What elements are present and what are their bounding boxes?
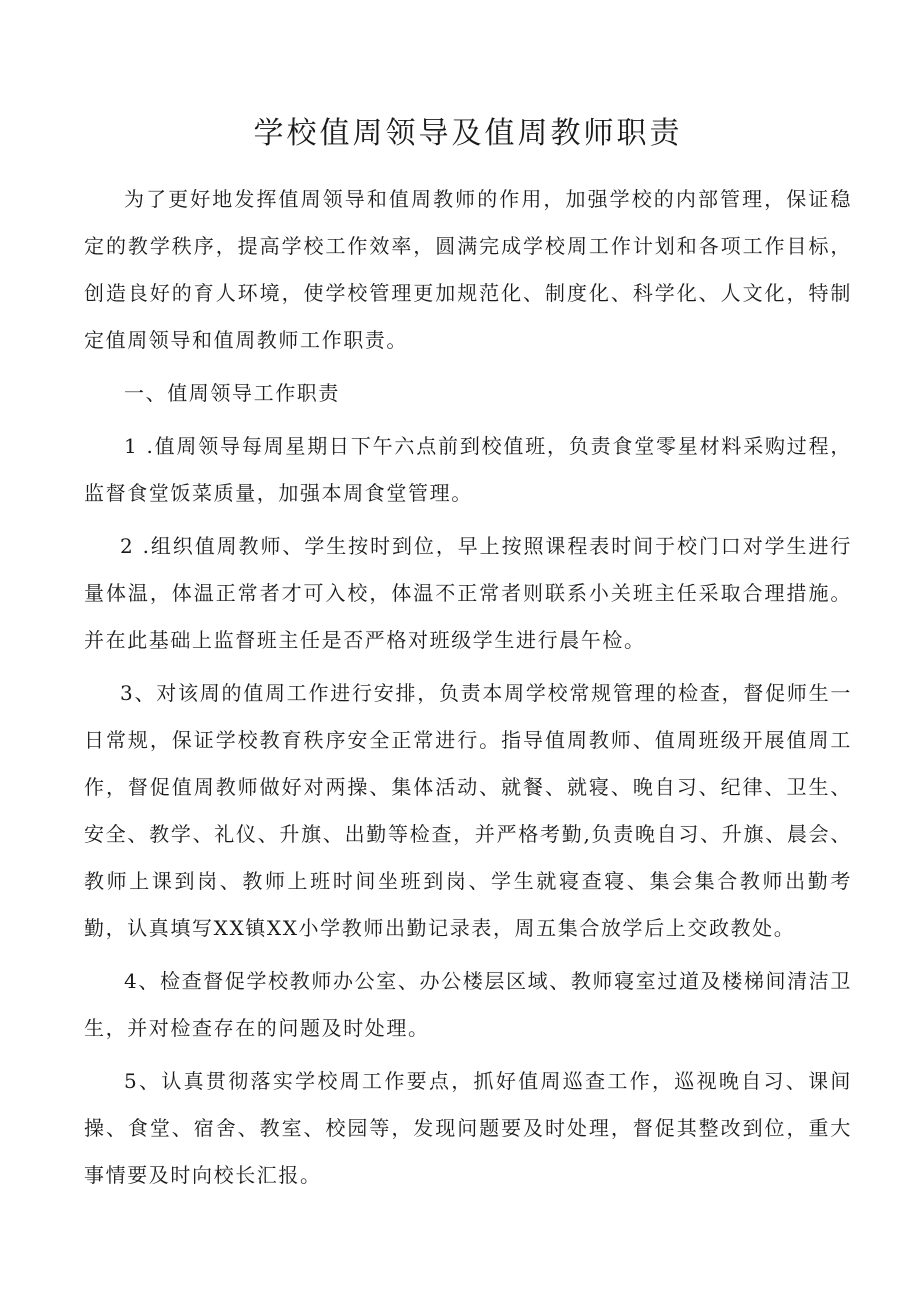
document-title: 学校值周领导及值周教师职责 (253, 116, 683, 151)
document-page (84, 112, 852, 1199)
duty-item-5: 5、认真贯彻落实学校周工作要点，抓好值周巡查工作，巡视晚自习、课间操、食堂、宿舍、教室、校园等，发现问题要及时处理，督促其整改到位，重大事情要及时向校长汇报。 (84, 1069, 852, 1187)
duty-item-2: 2 .组织值周教师、学生按时到位，早上按照课程表时间于校门口对学生进行量体温，体温正常者才可入校，体温不正常者则联系小关班主任采取合理措施。并在此基础上监督班主任是否严格对班级学生进行晨午检。 (84, 534, 852, 652)
section-heading: 一、值周领导工作职责 (124, 381, 340, 405)
duty-item-3: 3、对该周的值周工作进行安排，负责本周学校常规管理的检查，督促师生一日常规，保证学校教育秩序安全正常进行。指导值周教师、值周班级开展值周工作，督促值周教师做好对两操、集体活动、就餐、就寝、晚自习、纪律、卫生、安全、教学、礼仪、升旗、出勤等检查，并严格考勤,负责晚自习、升旗、晨会、教师上课到岗、教师上班时间坐班到岗、学生就寝查寝、集会集合教师出勤考勤，认真填写XX镇XX小学教师出勤记录表，周五集合放学后上交政教处。 (84, 681, 852, 940)
duty-item-4: 4、检查督促学校教师办公室、办公楼层区域、教师寝室过道及楼梯间清洁卫生，并对检查存在的问题及时处理。 (84, 969, 852, 1040)
intro-paragraph: 为了更好地发挥值周领导和值周教师的作用，加强学校的内部管理，保证稳定的教学秩序，提高学校工作效率，圆满完成学校周工作计划和各项工作目标，创造良好的育人环境，使学校管理更加规范化、制度化、科学化、人文化，特制定值周领导和值周教师工作职责。 (84, 187, 852, 352)
duty-item-1: 1 .值周领导每周星期日下午六点前到校值班，负责食堂零星材料采购过程，监督食堂饭菜质量，加强本周食堂管理。 (84, 434, 852, 505)
